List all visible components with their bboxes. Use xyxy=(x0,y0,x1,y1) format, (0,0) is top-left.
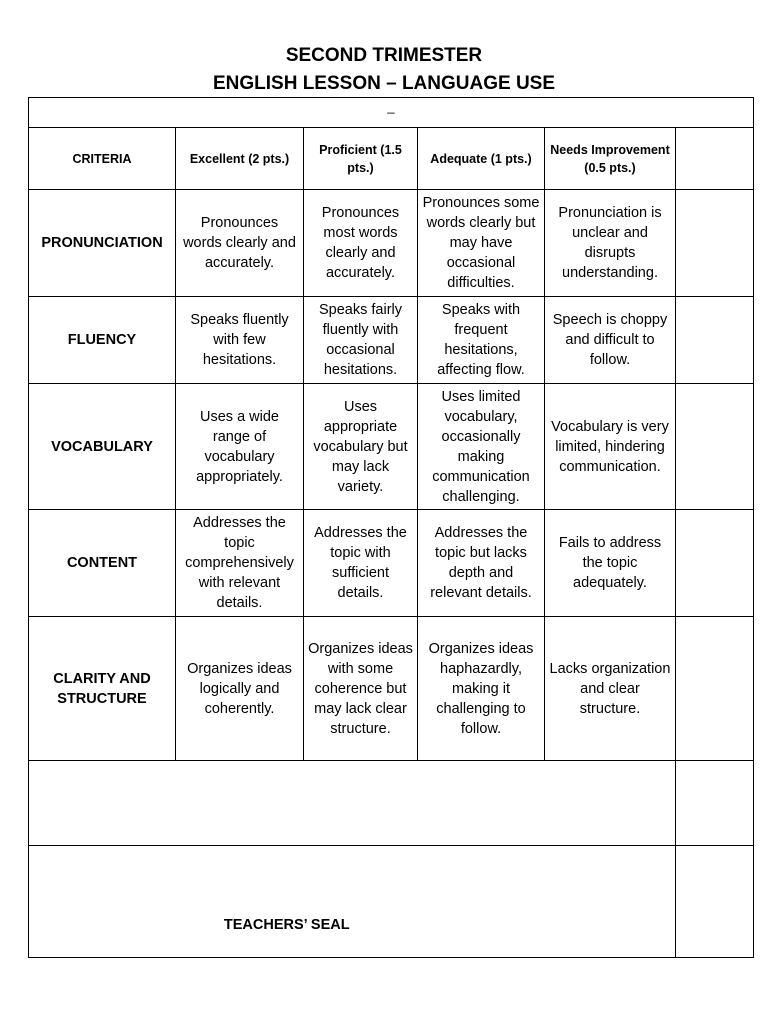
table-row xyxy=(29,617,754,761)
cell-needs-improvement: Pronunciation is unclear and disrupts understanding. xyxy=(545,190,676,297)
header-proficient: Proficient (1.5 pts.) xyxy=(304,128,418,190)
cell-adequate: Organizes ideas haphazardly, making it challenging to follow. xyxy=(418,617,545,761)
page-title: SECOND TRIMESTER xyxy=(285,45,483,66)
header-row xyxy=(29,128,754,190)
score-cell[interactable] xyxy=(676,190,754,297)
cell-needs-improvement: Vocabulary is very limited, hindering communication. xyxy=(545,384,676,510)
total-label-cell xyxy=(29,761,676,846)
seal-area xyxy=(545,846,676,958)
header-needs-improvement: Needs Improvement (0.5 pts.) xyxy=(545,128,676,190)
top-row-cell: _ xyxy=(29,98,754,128)
cell-adequate: Uses limited vocabulary, occasionally making communication challenging. xyxy=(418,384,545,510)
criterion-fluency: FLUENCY xyxy=(29,297,176,384)
cell-excellent: Organizes ideas logically and coherently. xyxy=(176,617,304,761)
cell-needs-improvement: Speech is choppy and difficult to follow. xyxy=(545,297,676,384)
criterion-content: CONTENT xyxy=(29,510,176,617)
score-cell[interactable] xyxy=(676,617,754,761)
cell-adequate: Speaks with frequent hesitations, affecting flow. xyxy=(418,297,545,384)
score-cell[interactable] xyxy=(676,297,754,384)
cell-needs-improvement: Fails to address the topic adequately. xyxy=(545,510,676,617)
cell-adequate: Addresses the topic but lacks depth and relevant details. xyxy=(418,510,545,617)
total-score-cell[interactable] xyxy=(676,761,754,846)
total-row xyxy=(29,761,754,846)
teachers-seal-label: TEACHERS’ SEAL xyxy=(29,846,545,958)
header-adequate: Adequate (1 pts.) xyxy=(418,128,545,190)
table-row xyxy=(29,510,754,617)
rubric-table xyxy=(28,97,754,958)
cell-proficient: Addresses the topic with sufficient details. xyxy=(304,510,418,617)
cell-proficient: Speaks fairly fluently with occasional hesitations. xyxy=(304,297,418,384)
header-criteria: CRITERIA xyxy=(29,128,176,190)
header-excellent: Excellent (2 pts.) xyxy=(176,128,304,190)
cell-proficient: Pronounces most words clearly and accurately. xyxy=(304,190,418,297)
table-row xyxy=(29,297,754,384)
seal-row xyxy=(29,846,754,958)
top-blank-row xyxy=(29,98,754,128)
cell-excellent: Speaks fluently with few hesitations. xyxy=(176,297,304,384)
cell-needs-improvement: Lacks organization and clear structure. xyxy=(545,617,676,761)
score-cell[interactable] xyxy=(676,510,754,617)
cell-excellent: Pronounces words clearly and accurately. xyxy=(176,190,304,297)
cell-proficient: Organizes ideas with some coherence but may lack clear structure. xyxy=(304,617,418,761)
table-row xyxy=(29,190,754,297)
table-row xyxy=(29,384,754,510)
cell-excellent: Uses a wide range of vocabulary appropriately. xyxy=(176,384,304,510)
cell-excellent: Addresses the topic comprehensively with relevant details. xyxy=(176,510,304,617)
criterion-pronunciation: PRONUNCIATION xyxy=(29,190,176,297)
cell-adequate: Pronounces some words clearly but may have occasional difficulties. xyxy=(418,190,545,297)
header-score xyxy=(676,128,754,190)
cell-proficient: Uses appropriate vocabulary but may lack variety. xyxy=(304,384,418,510)
page-subtitle: ENGLISH LESSON – LANGUAGE USE xyxy=(212,73,556,94)
seal-score-cell[interactable] xyxy=(676,846,754,958)
criterion-vocabulary: VOCABULARY xyxy=(29,384,176,510)
score-cell[interactable] xyxy=(676,384,754,510)
criterion-clarity-structure: CLARITY AND STRUCTURE xyxy=(29,617,176,761)
